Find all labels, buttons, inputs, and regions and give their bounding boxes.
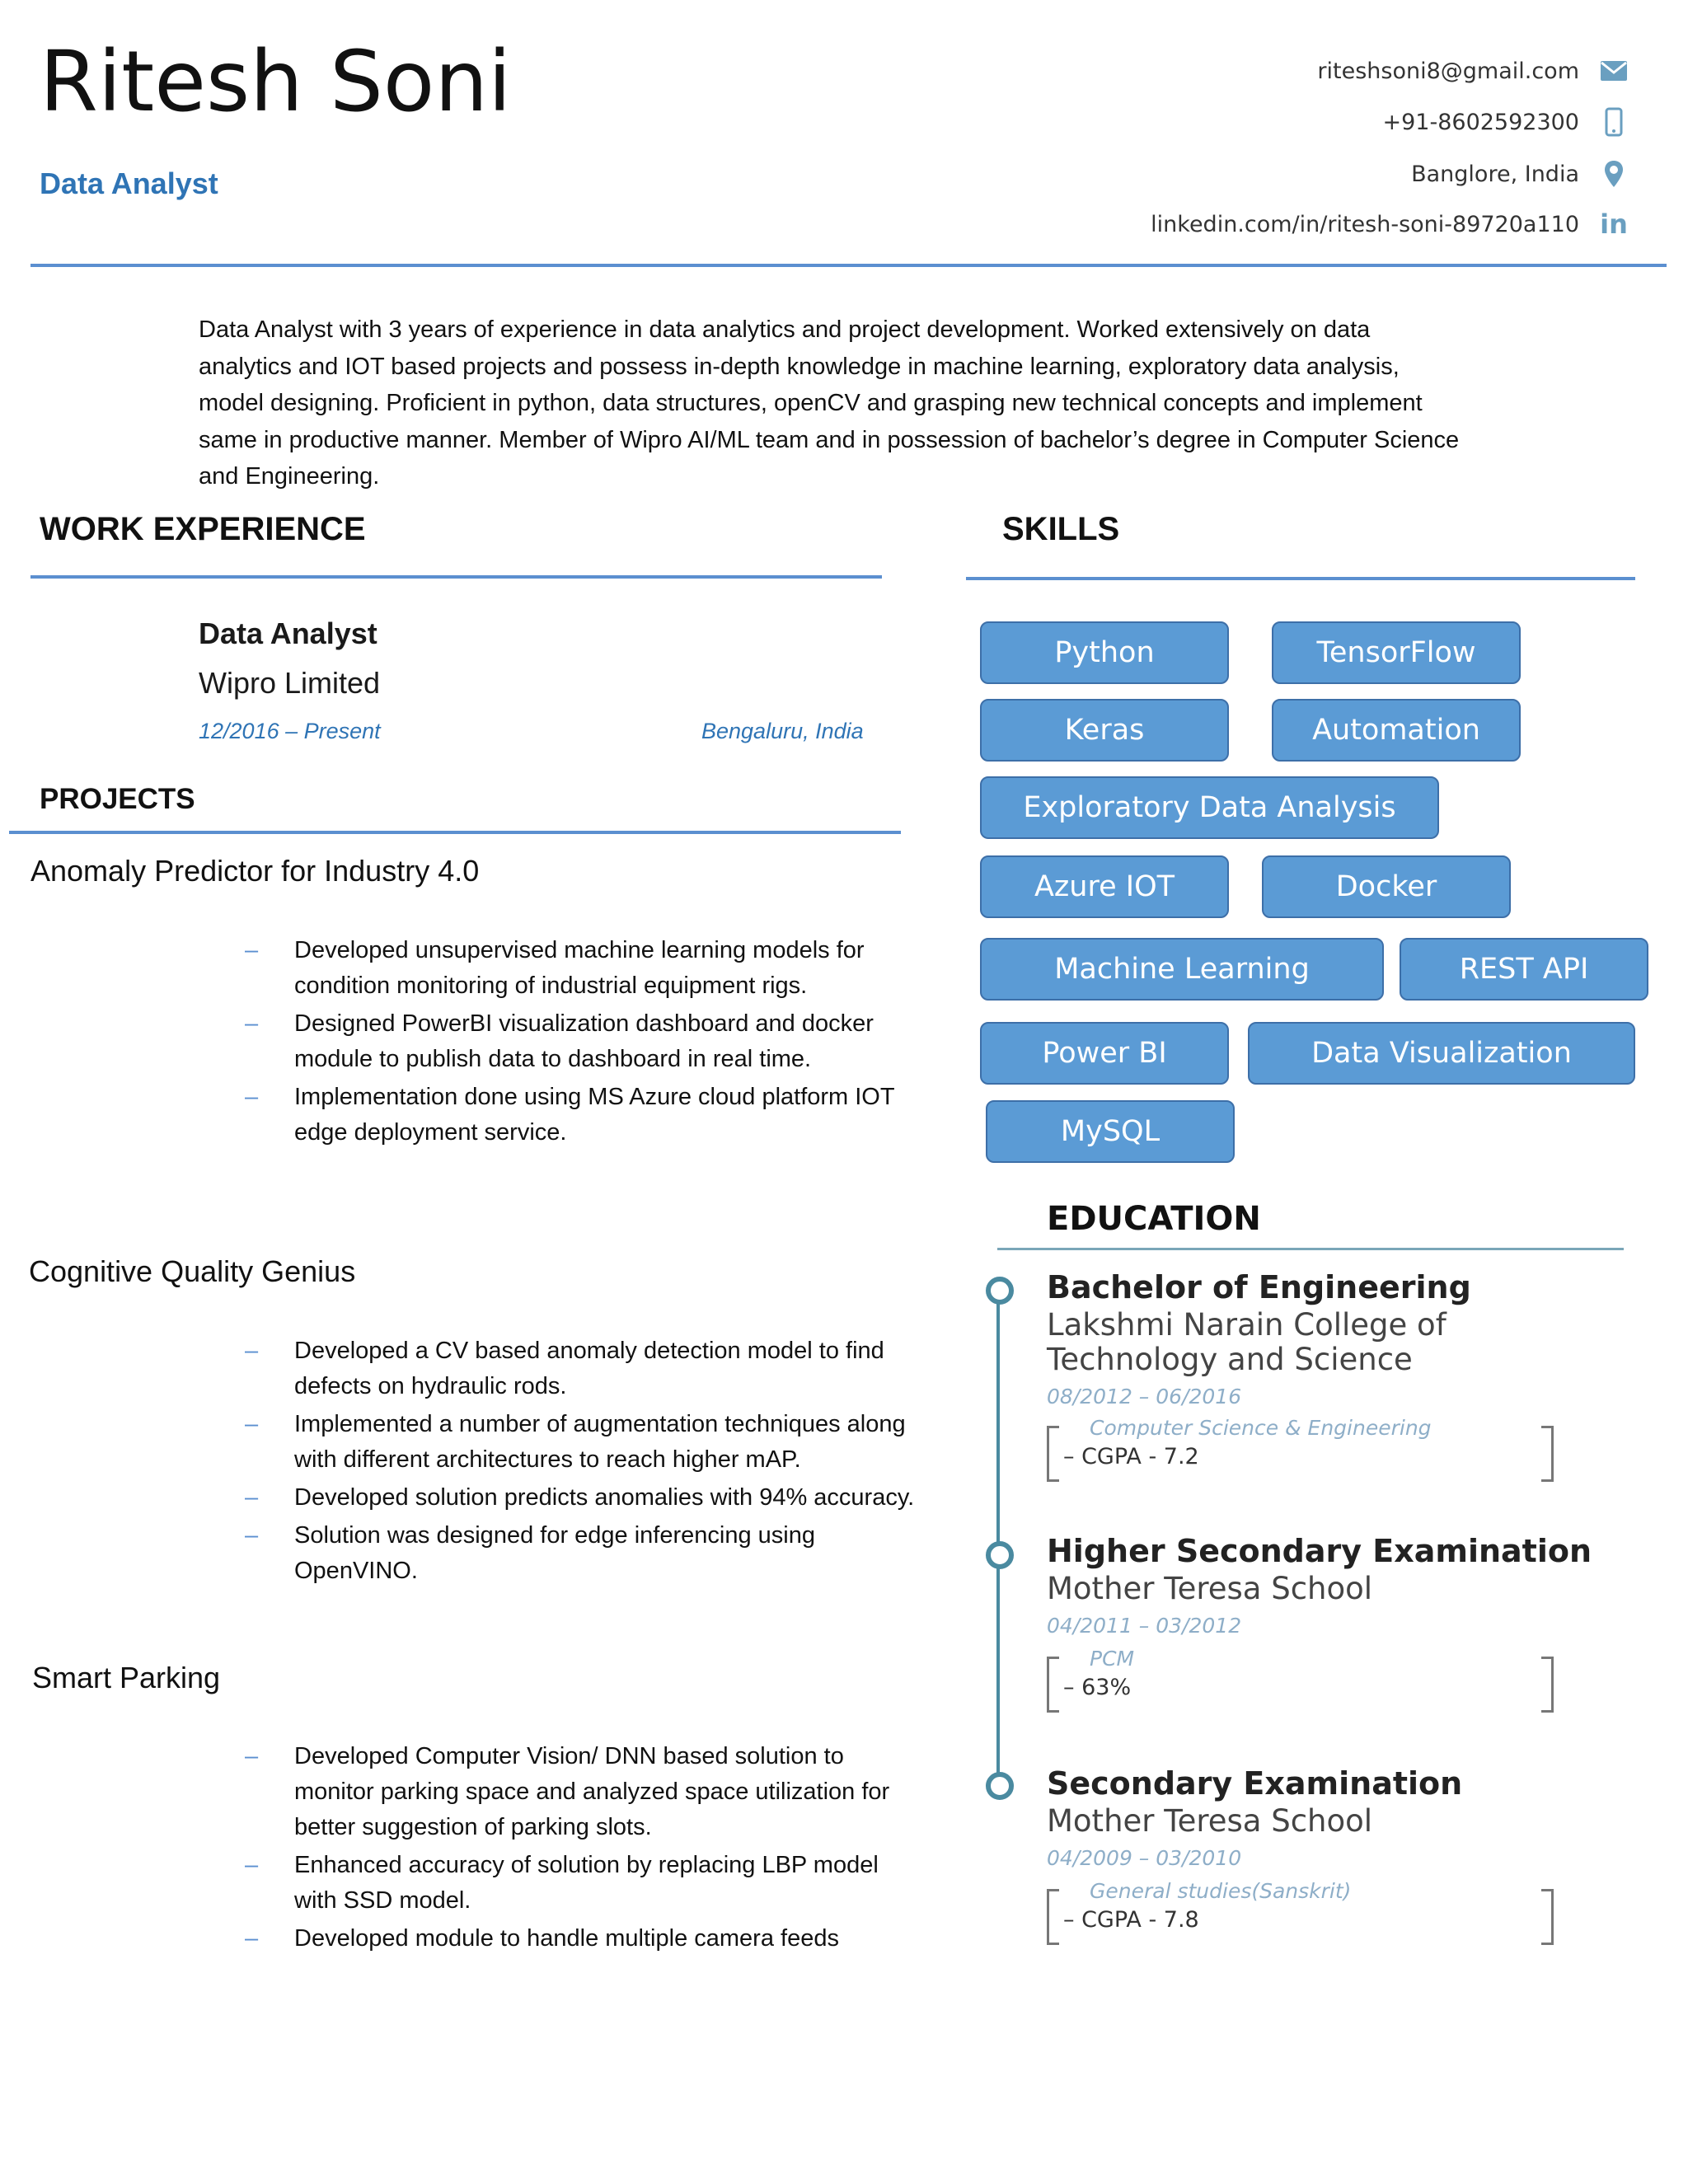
map-pin-icon	[1599, 159, 1629, 189]
bracket-right	[1541, 1657, 1554, 1713]
project-title: Cognitive Quality Genius	[29, 1254, 356, 1288]
skill-tag: Docker	[1262, 855, 1511, 918]
education-dates: 08/2012 – 06/2016	[1047, 1385, 1242, 1408]
skill-tag: Power BI	[980, 1022, 1229, 1085]
bracket-left	[1047, 1657, 1059, 1713]
linkedin-text[interactable]: linkedin.com/in/ritesh-soni-89720a110	[1151, 211, 1579, 237]
timeline-node	[986, 1277, 1014, 1305]
skill-tag: Keras	[980, 699, 1229, 762]
education-score: – CGPA - 7.8	[1063, 1907, 1199, 1933]
bracket-right	[1541, 1426, 1554, 1482]
list-item: – Implementation done using MS Azure cloud platform IOT edge deployment service.	[245, 1084, 895, 1146]
education-degree: Secondary Examination	[1047, 1765, 1463, 1802]
list-item: – Developed solution predicts anomalies with 94% accuracy.	[245, 1484, 915, 1511]
project-title: Anomaly Predictor for Industry 4.0	[30, 854, 480, 888]
envelope-icon	[1599, 56, 1629, 86]
email-text[interactable]: riteshsoni8@gmail.com	[1317, 58, 1579, 84]
education-field: General studies(Sanskrit)	[1090, 1879, 1352, 1903]
skill-tag: TensorFlow	[1272, 621, 1521, 684]
contact-phone	[1382, 107, 1629, 137]
education-dates: 04/2011 – 03/2012	[1047, 1614, 1242, 1638]
timeline-node	[986, 1541, 1014, 1569]
summary-text: Data Analyst with 3 years of experience in data analytics and project development. Worked extensively on data analytics and IOT based projects and possess in-depth knowledge in machine learning, exploratory data analysis, model designing. Proficient in python, data structures, openCV and grasping new technical concepts and implement same in productive manner. Member of Wipro AI/ML team and in possession of bachelor’s degree in Computer Science and Engineering.	[199, 316, 1460, 490]
phone-text: +91-8602592300	[1382, 109, 1579, 135]
timeline-node	[986, 1772, 1014, 1800]
list-item: – Solution was designed for edge inferencing using OpenVINO.	[245, 1522, 815, 1584]
list-item: – Developed Computer Vision/ DNN based solution to monitor parking space and analyzed space utilization for better suggestion of parking slots.	[245, 1743, 890, 1840]
contact-email	[1317, 56, 1629, 86]
project-bullets	[245, 1333, 921, 1591]
education-school: Mother Teresa School	[1047, 1803, 1373, 1839]
list-item: – Enhanced accuracy of solution by replacing LBP model with SSD model.	[245, 1852, 879, 1914]
location-text: Banglore, India	[1411, 161, 1579, 187]
job-dates: 12/2016 – Present	[199, 719, 381, 743]
header-divider	[30, 264, 1667, 267]
list-item: – Developed unsupervised machine learning models for condition monitoring of industrial equipment rigs.	[245, 937, 865, 999]
skill-tag: Data Visualization	[1248, 1022, 1635, 1085]
skills-divider	[966, 577, 1635, 580]
skill-tag: Azure IOT	[980, 855, 1229, 918]
project-title: Smart Parking	[32, 1661, 221, 1694]
skill-tag: MySQL	[986, 1100, 1235, 1163]
contact-location	[1411, 159, 1629, 189]
education-degree: Bachelor of Engineering	[1047, 1269, 1471, 1305]
education-school: Technology and Science	[1047, 1342, 1413, 1377]
bracket-left	[1047, 1426, 1059, 1482]
work-experience-heading: WORK EXPERIENCE	[40, 511, 366, 547]
list-item: – Developed module to handle multiple camera feeds	[245, 1925, 839, 1952]
work-divider	[30, 575, 882, 579]
job-location: Bengaluru, India	[701, 719, 864, 743]
skill-tag: Exploratory Data Analysis	[980, 776, 1439, 839]
company-name: Wipro Limited	[199, 666, 381, 700]
bracket-left	[1047, 1889, 1059, 1945]
education-degree: Higher Secondary Examination	[1047, 1533, 1592, 1569]
education-school: Lakshmi Narain College of	[1047, 1307, 1447, 1343]
contact-linkedin	[1151, 209, 1629, 239]
education-score: – 63%	[1063, 1675, 1132, 1700]
candidate-name: Ritesh Soni	[40, 33, 512, 131]
candidate-role: Data Analyst	[40, 166, 218, 200]
projects-divider	[9, 831, 901, 834]
list-item: – Developed a CV based anomaly detection model to find defects on hydraulic rods.	[245, 1338, 884, 1399]
skills-heading: SKILLS	[1002, 511, 1120, 547]
education-heading: EDUCATION	[1047, 1200, 1261, 1238]
projects-heading: PROJECTS	[40, 783, 195, 815]
linkedin-icon: in	[1600, 209, 1628, 240]
list-item: – Implemented a number of augmentation techniques along with different architectures to reach higher mAP.	[245, 1411, 906, 1473]
list-item: – Designed PowerBI visualization dashboard and docker module to publish data to dashboard in real time.	[245, 1010, 874, 1072]
education-score: – CGPA - 7.2	[1063, 1444, 1199, 1469]
job-title: Data Analyst	[199, 616, 377, 650]
skill-tag: REST API	[1400, 938, 1648, 1001]
skill-tag: Machine Learning	[980, 938, 1384, 1001]
education-dates: 04/2009 – 03/2010	[1047, 1846, 1242, 1870]
education-field: PCM	[1090, 1647, 1135, 1671]
bracket-right	[1541, 1889, 1554, 1945]
skill-tag: Python	[980, 621, 1229, 684]
education-field: Computer Science & Engineering	[1090, 1416, 1432, 1440]
education-school: Mother Teresa School	[1047, 1571, 1373, 1606]
skill-tag: Automation	[1272, 699, 1521, 762]
education-divider	[997, 1248, 1624, 1250]
project-bullets	[245, 933, 904, 1153]
project-bullets	[245, 1739, 904, 1959]
phone-icon	[1599, 107, 1629, 137]
